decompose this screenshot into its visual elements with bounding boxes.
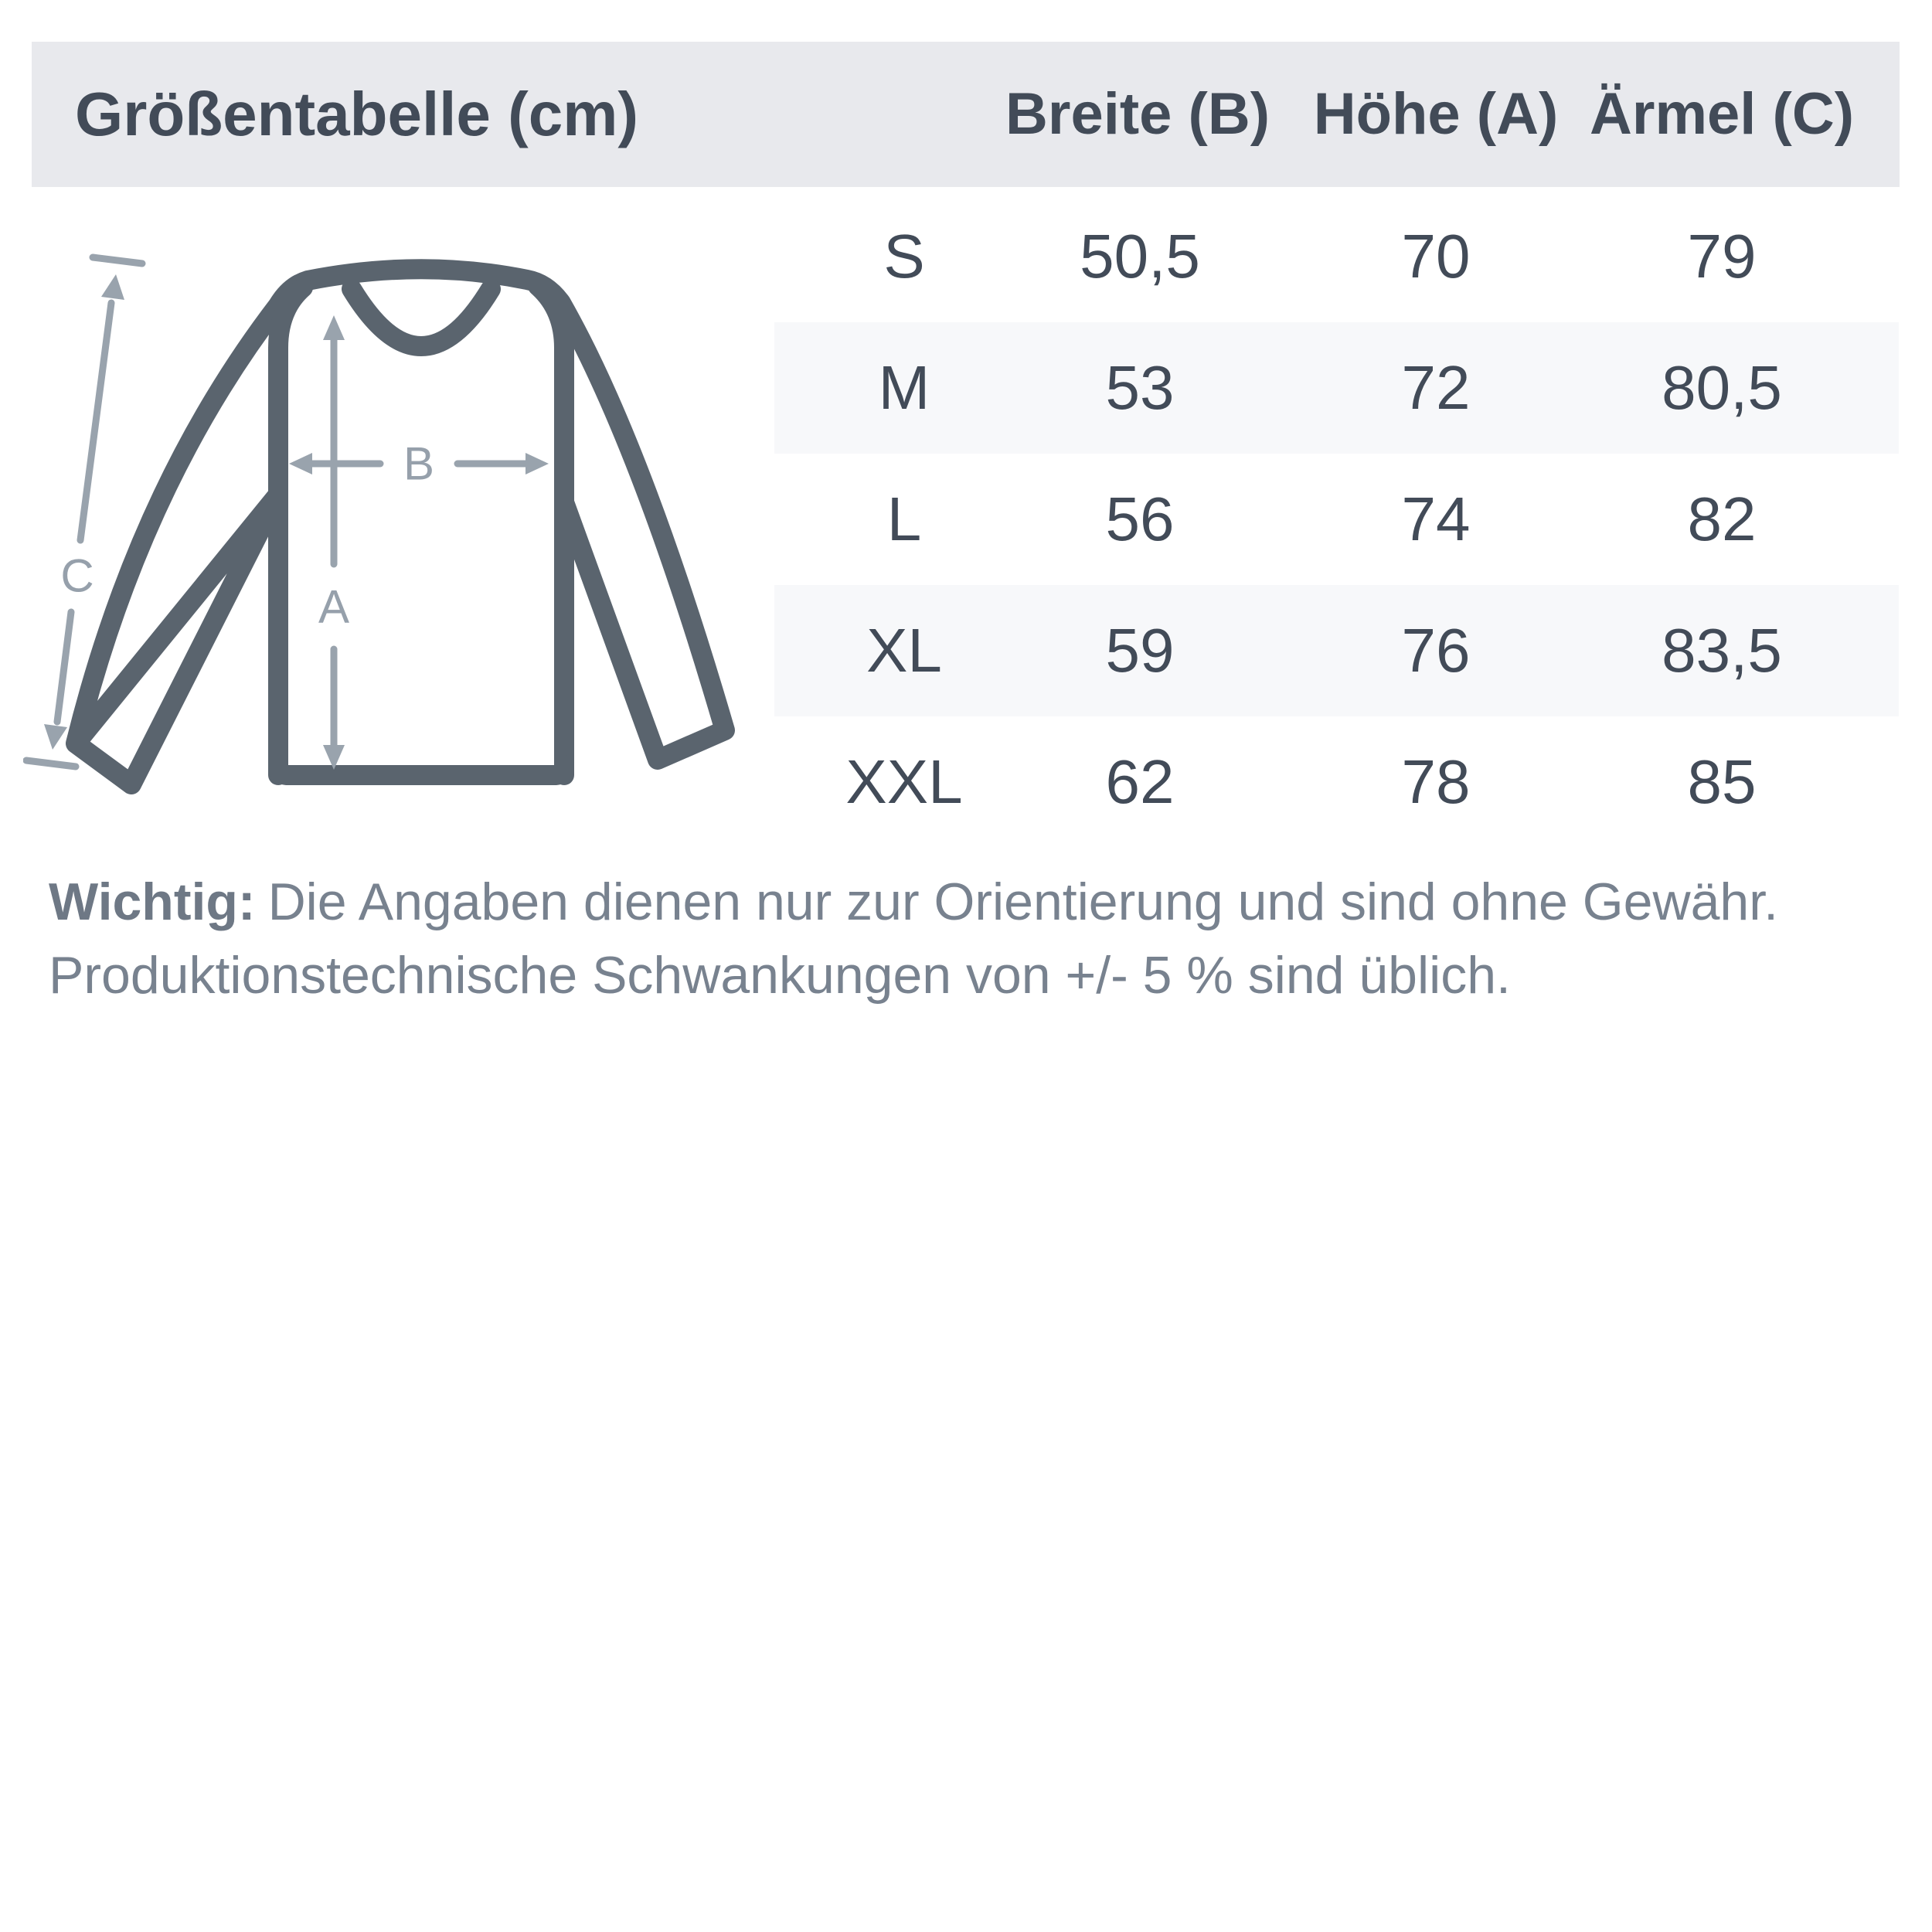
size-cell: XL [866, 616, 942, 685]
breite-cell: 56 [1105, 485, 1175, 553]
column-header-hoehe: Höhe (A) [1313, 81, 1559, 147]
label-b: B [403, 437, 435, 490]
sweater-measurement-diagram [23, 232, 796, 850]
sweater-outline-icon [76, 269, 725, 784]
hoehe-cell: 70 [1401, 222, 1471, 291]
table-row-xxl [774, 716, 1899, 848]
breite-cell: 62 [1105, 747, 1175, 816]
breite-cell: 50,5 [1080, 222, 1200, 291]
disclaimer-line-2: Produktionstechnische Schwankungen von +/- 5 % sind üblich. [49, 946, 1511, 1005]
table-header-band [32, 42, 1900, 187]
hoehe-cell: 78 [1401, 747, 1471, 816]
size-cell: L [886, 485, 922, 553]
aermel-cell: 80,5 [1662, 353, 1782, 422]
aermel-cell: 83,5 [1662, 616, 1782, 685]
disclaimer-text [49, 866, 1903, 1012]
aermel-cell: 82 [1687, 485, 1757, 553]
arrow-a-icon [323, 315, 345, 770]
disclaimer-bold-label: Wichtig: [49, 872, 256, 931]
label-c: C [60, 549, 94, 602]
breite-cell: 59 [1105, 616, 1175, 685]
column-header-aermel: Ärmel (C) [1589, 81, 1855, 147]
size-table-rows [774, 191, 1899, 848]
hoehe-cell: 74 [1401, 485, 1471, 553]
aermel-cell: 85 [1687, 747, 1757, 816]
table-row-l [774, 454, 1899, 585]
table-row-s [774, 191, 1899, 322]
breite-cell: 53 [1105, 353, 1175, 422]
size-cell: S [883, 222, 925, 291]
aermel-cell: 79 [1687, 222, 1757, 291]
table-row-xl [774, 585, 1899, 716]
column-header-breite: Breite (B) [1005, 81, 1270, 147]
table-row-m [774, 322, 1899, 454]
hoehe-cell: 72 [1401, 353, 1471, 422]
label-a: A [318, 580, 350, 633]
size-cell: M [878, 353, 930, 422]
hoehe-cell: 76 [1401, 616, 1471, 685]
size-cell: XXL [845, 747, 963, 816]
page-title: Größentabelle (cm) [75, 80, 639, 148]
disclaimer-line-1: Wichtig: Die Angaben dienen nur zur Orientierung und sind ohne Gewähr. [49, 872, 1778, 931]
